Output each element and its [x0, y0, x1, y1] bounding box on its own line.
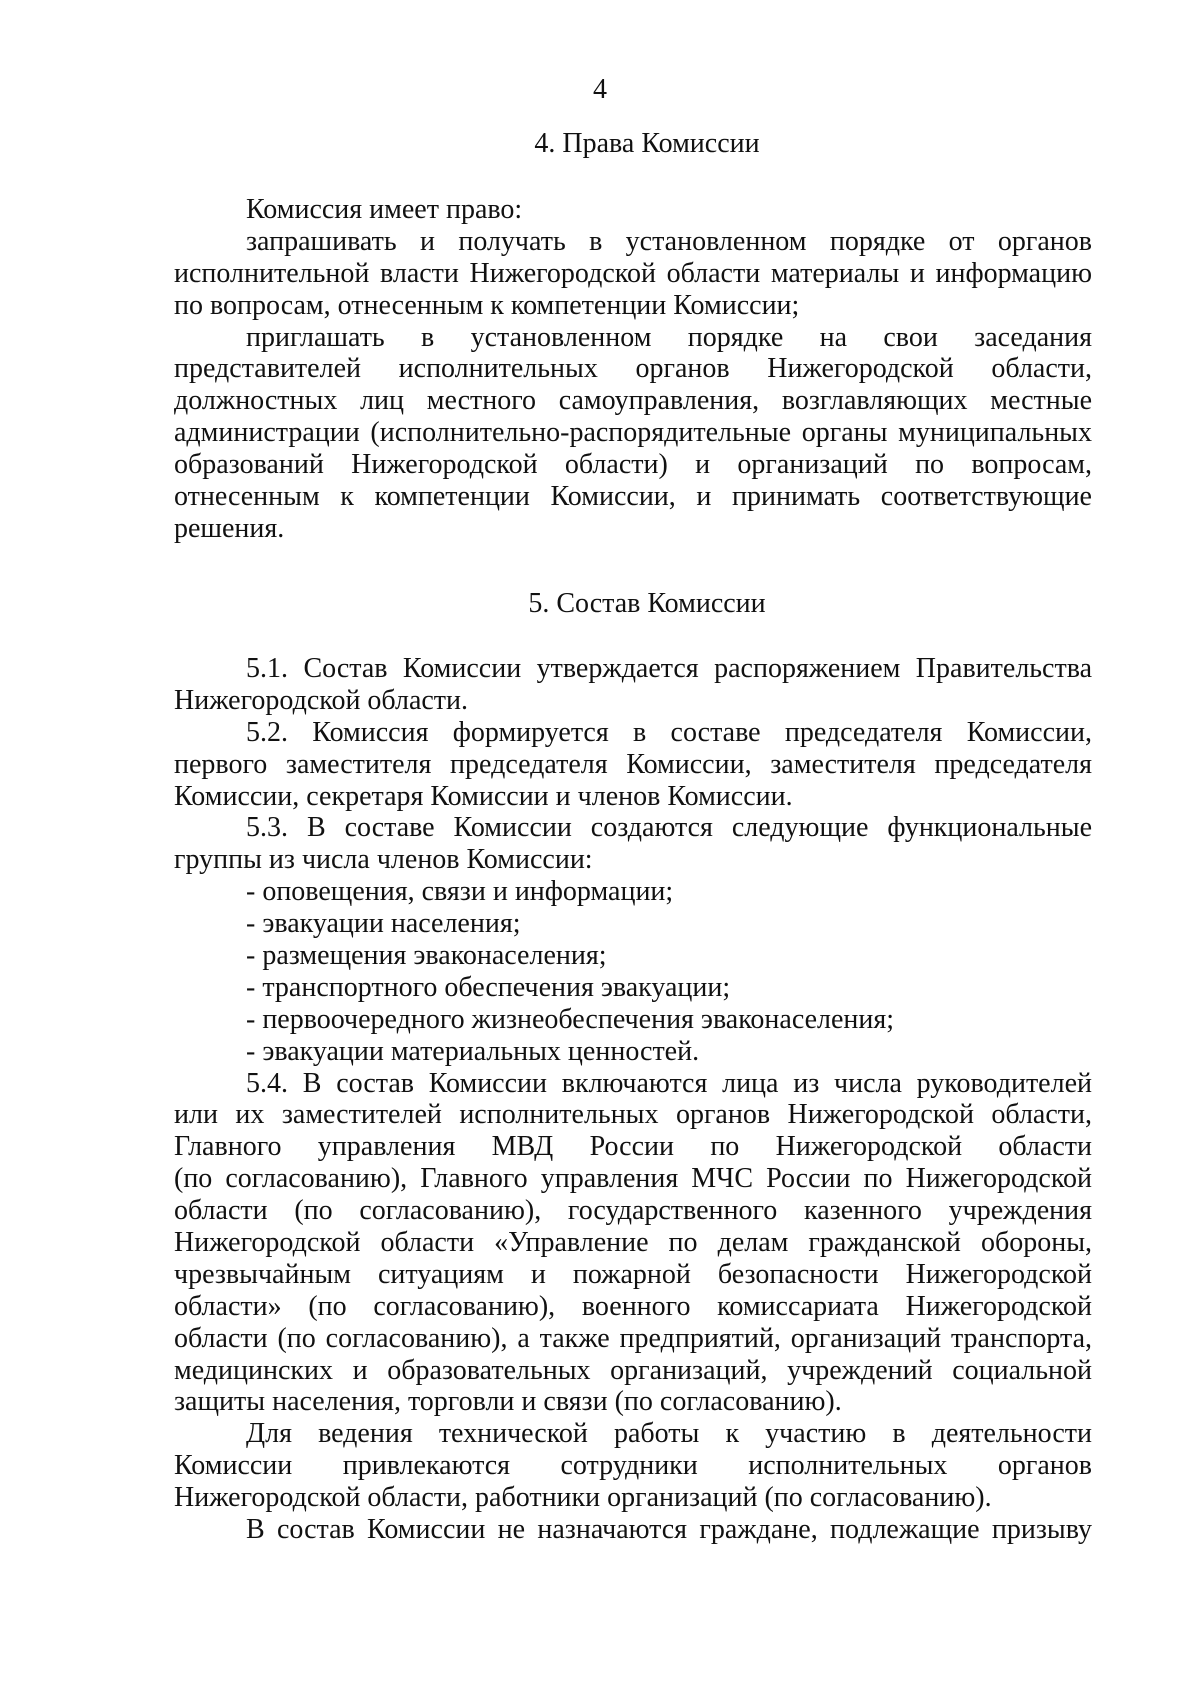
- paragraph-line: или их заместителей исполнительных органов Нижегородской области,: [174, 1099, 1092, 1131]
- paragraph-line: по вопросам, отнесенным к компетенции Комиссии;: [174, 289, 800, 321]
- paragraph-line: запрашивать и получать в установленном порядке от органов: [246, 225, 1092, 257]
- paragraph-line: 5.3. В составе Комиссии создаются следующие функциональные: [246, 812, 1092, 844]
- paragraph-line: исполнительной власти Нижегородской области материалы и информацию: [174, 257, 1092, 289]
- paragraph-line: медицинских и образовательных организаций, учреждений социальной: [174, 1354, 1092, 1386]
- paragraph-line: 5.2. Комиссия формируется в составе председателя Комиссии,: [246, 716, 1092, 748]
- paragraph-line: Нижегородской области «Управление по делам гражданской обороны,: [174, 1227, 1092, 1259]
- paragraph-line: группы из числа членов Комиссии:: [174, 844, 593, 876]
- section-5-heading: 5. Состав Комиссии: [528, 588, 766, 619]
- paragraph-line: первого заместителя председателя Комиссии, заместителя председателя: [174, 748, 1092, 780]
- list-item: - эвакуации населения;: [246, 908, 521, 940]
- list-item: - размещения эваконаселения;: [246, 940, 607, 972]
- paragraph-line: Нижегородской области, работники организаций (по согласованию).: [174, 1482, 992, 1514]
- paragraph-line: (по согласованию), Главного управления МЧС России по Нижегородской: [174, 1163, 1092, 1195]
- page-number: 4: [593, 74, 607, 105]
- paragraph-line: решения.: [174, 512, 285, 544]
- list-item: - транспортного обеспечения эвакуации;: [246, 971, 731, 1003]
- paragraph-line: Главного управления МВД России по Нижегородской области: [174, 1131, 1092, 1163]
- paragraph-line: чрезвычайным ситуациям и пожарной безопасности Нижегородской: [174, 1258, 1092, 1290]
- list-item: - оповещения, связи и информации;: [246, 876, 674, 908]
- paragraph-line: отнесенным к компетенции Комиссии, и принимать соответствующие: [174, 481, 1092, 513]
- paragraph-line: образований Нижегородской области) и организаций по вопросам,: [174, 449, 1092, 481]
- paragraph-line: представителей исполнительных органов Нижегородской области,: [174, 353, 1092, 385]
- section-4-body: [174, 194, 1092, 545]
- paragraph-line: области (по согласованию), государственного казенного учреждения: [174, 1195, 1092, 1227]
- list-item: - первоочередного жизнеобеспечения эваконаселения;: [246, 1003, 895, 1035]
- paragraph-line: Комиссии привлекаются сотрудники исполнительных органов: [174, 1450, 1092, 1482]
- section-4-heading: 4. Права Комиссии: [534, 128, 760, 159]
- paragraph-line: 5.1. Состав Комиссии утверждается распоряжением Правительства: [246, 653, 1092, 684]
- paragraph-line: области» (по согласованию), военного комиссариата Нижегородской: [174, 1290, 1092, 1322]
- paragraph-line: В состав Комиссии не назначаются граждане, подлежащие призыву: [246, 1514, 1092, 1546]
- paragraph-line: Комиссии, секретаря Комиссии и членов Комиссии.: [174, 780, 793, 812]
- section-5-body: [174, 653, 1092, 1546]
- paragraph-line: приглашать в установленном порядке на свои заседания: [246, 321, 1092, 353]
- paragraph-line: Нижегородской области.: [174, 684, 469, 716]
- paragraph-line: должностных лиц местного самоуправления, возглавляющих местные: [174, 385, 1092, 417]
- paragraph-line: защиты населения, торговли и связи (по согласованию).: [174, 1386, 842, 1418]
- paragraph-line: Для ведения технической работы к участию в деятельности: [246, 1418, 1092, 1450]
- paragraph-line: области (по согласованию), а также предприятий, организаций транспорта,: [174, 1322, 1092, 1354]
- paragraph-line: 5.4. В состав Комиссии включаются лица из числа руководителей: [246, 1067, 1092, 1099]
- paragraph-line: администрации (исполнительно-распорядительные органы муниципальных: [174, 417, 1092, 449]
- list-item: - эвакуации материальных ценностей.: [246, 1035, 700, 1067]
- paragraph-line: Комиссия имеет право:: [246, 194, 523, 225]
